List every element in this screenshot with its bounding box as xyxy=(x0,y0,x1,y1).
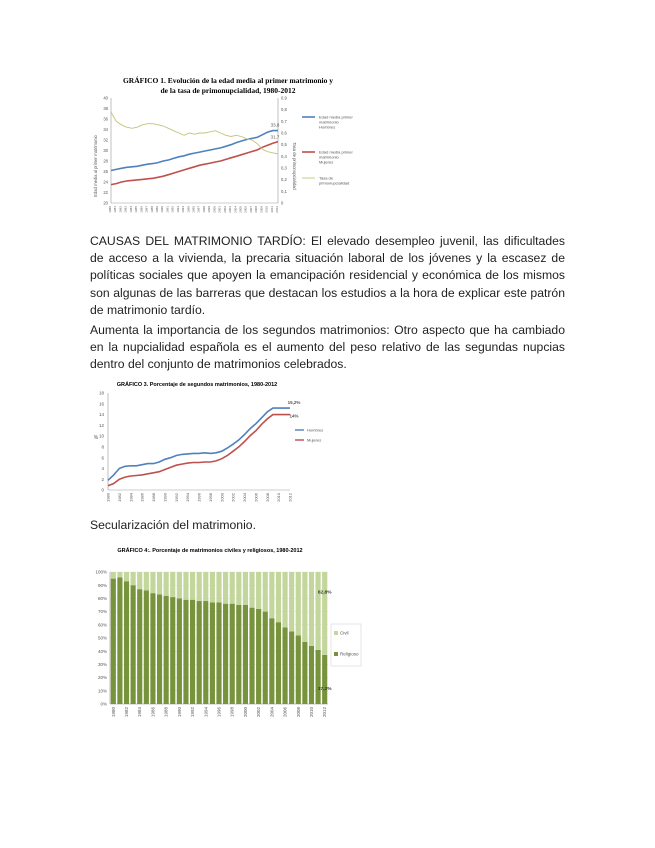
chart4-xtick: 1998 xyxy=(229,707,235,718)
chart1-xtick: 2008 xyxy=(254,206,259,213)
chart4-bar-religioso xyxy=(243,605,248,704)
chart1-xtick: 2002 xyxy=(222,206,227,213)
chart3-xtick: 1990 xyxy=(162,493,168,502)
chart1-legend-label: Tasa de xyxy=(319,175,334,181)
chart4-bar-religioso xyxy=(216,602,221,704)
chart4-bar-civil xyxy=(296,572,301,635)
chart4-bar-civil xyxy=(309,572,314,646)
chart4-legend-swatch-religioso xyxy=(334,652,338,656)
chart4-xtick: 1982 xyxy=(124,707,130,718)
chart1-xtick: 2003 xyxy=(228,206,233,213)
chart4-bar-religioso xyxy=(309,646,314,704)
chart4-bar-religioso xyxy=(223,604,228,704)
chart4-xtick: 2012 xyxy=(322,707,328,718)
chart1-xtick: 2005 xyxy=(238,206,243,213)
chart1-y2tick: 0,8 xyxy=(281,107,287,113)
chart1-xtick: 1998 xyxy=(201,206,206,213)
chart3-xtick: 1992 xyxy=(173,493,179,502)
chart1-xtick: 1993 xyxy=(175,206,180,213)
chart4-bar-civil xyxy=(243,572,248,605)
chart4-ytick: 20% xyxy=(97,675,107,681)
chart4-bar-civil xyxy=(111,572,116,579)
chart4-bar-religioso xyxy=(117,577,122,704)
chart4-ytick: 50% xyxy=(97,635,107,641)
chart3-svg xyxy=(90,377,340,507)
chart1-y2label: Tasa de primonupcialidad xyxy=(292,142,297,190)
chart3-ylabel: % xyxy=(93,435,99,441)
chart-civiles-religiosos xyxy=(90,543,365,728)
chart1-ylabel: Edad media al primer matrimonio xyxy=(93,135,98,197)
chart4-legend xyxy=(331,624,361,666)
chart3-ytick: 8 xyxy=(101,444,104,450)
chart1-legend-label: Edad media primer xyxy=(319,114,353,120)
chart4-bar-religioso xyxy=(276,622,281,704)
chart1-xtick: 1987 xyxy=(144,206,149,213)
chart1-legend-label: primonupcialidad xyxy=(319,180,350,186)
chart1-xtick: 1994 xyxy=(181,206,186,213)
chart4-legend-swatch-civil xyxy=(334,631,338,635)
chart3-xtick: 1988 xyxy=(151,493,156,502)
chart3-xtick: 1998 xyxy=(207,493,213,502)
chart1-ytick: 28 xyxy=(103,158,108,164)
chart3-xtick: 2002 xyxy=(230,493,236,502)
chart1-ytick: 24 xyxy=(103,179,108,185)
chart4-bar-religioso xyxy=(230,604,235,704)
chart3-label-mujeres: 14% xyxy=(289,413,299,419)
chart4-bar-religioso xyxy=(289,631,294,704)
chart4-legend-label-civil: Civil xyxy=(340,630,349,636)
chart1-xtick: 2011 xyxy=(269,206,274,213)
chart1-xtick: 1997 xyxy=(196,206,201,213)
chart4-bar-religioso xyxy=(322,655,327,704)
chart1-xtick: 1983 xyxy=(123,206,128,213)
chart1-y2tick: 0,7 xyxy=(281,118,287,124)
chart4-bar-religioso xyxy=(316,650,321,704)
chart1-y2tick: 0,6 xyxy=(281,130,287,136)
chart4-xtick: 2002 xyxy=(256,707,262,718)
chart1-xtick: 2006 xyxy=(243,206,248,213)
chart4-ytick: 100% xyxy=(95,569,107,575)
chart4-bar-civil xyxy=(203,572,208,601)
chart4-bar-civil xyxy=(183,572,188,600)
chart1-series-line xyxy=(111,142,278,185)
chart4-bar-civil xyxy=(289,572,294,631)
chart3-xtick: 2012 xyxy=(287,493,293,502)
chart4-ytick: 10% xyxy=(97,688,107,694)
chart4-xtick: 2004 xyxy=(269,707,275,718)
chart4-bar-civil xyxy=(177,572,182,598)
chart4-bar-civil xyxy=(322,572,327,655)
chart1-xtick: 1981 xyxy=(113,206,118,213)
chart1-y2tick: 0,3 xyxy=(281,165,287,171)
chart1-label-mujeres: 31,7 xyxy=(270,134,280,140)
chart4-bar-civil xyxy=(236,572,241,605)
chart4-bar-civil xyxy=(216,572,221,602)
chart1-title-line1: GRÁFICO 1. Evolución de la edad media al primer matrimonio y xyxy=(122,76,334,85)
chart3-xtick: 2000 xyxy=(219,493,225,502)
paragraph-segundos: Aumenta la importancia de los segundos matrimonios: Otro aspecto que ha cambiado en la nupcialidad española es el aumento del peso relativo de las segundas nupcias dentro del conjunto de matrimonios celebrados. xyxy=(90,323,565,372)
chart4-bar-civil xyxy=(316,572,321,650)
chart3-xtick: 2006 xyxy=(253,493,259,502)
chart3-xtick: 2008 xyxy=(264,493,270,502)
chart3-xtick: 2004 xyxy=(242,493,247,502)
chart1-xtick: 1982 xyxy=(118,206,123,213)
chart4-ytick: 40% xyxy=(97,648,107,654)
chart1-xtick: 1986 xyxy=(139,206,144,213)
chart4-bar-religioso xyxy=(197,601,202,704)
chart3-ytick: 12 xyxy=(98,422,104,428)
paragraph-causas: CAUSAS DEL MATRIMONIO TARDÍO: El elevado desempleo juvenil, las dificultades de acceso a la vivienda, la precaria situación laboral de los jóvenes y la escasez de políticas sociales que apoyen la emancipación residencial y económica de los mismos son algunas de las barreras que destacan los estudios a la hora de explicar este patrón de matrimonio tardío. xyxy=(90,234,565,317)
chart4-bar-civil xyxy=(302,572,307,642)
chart4-xtick: 1994 xyxy=(203,707,209,718)
chart1-y2tick: 0,2 xyxy=(281,177,287,183)
chart3-series-line xyxy=(108,415,290,486)
chart4-ytick: 80% xyxy=(97,596,107,601)
chart4-label-civil: 62,8% xyxy=(317,590,332,596)
chart3-series-line xyxy=(108,408,290,480)
chart1-legend-label: matrimonio xyxy=(319,119,339,125)
chart4-bar-religioso xyxy=(111,579,116,704)
chart1-xtick: 2009 xyxy=(259,206,264,213)
chart3-ytick: 16 xyxy=(98,401,104,407)
chart1-xtick: 2012 xyxy=(275,206,279,213)
chart4-bar-civil xyxy=(269,572,274,618)
chart4-bar-civil xyxy=(150,572,155,593)
chart4-ytick: 90% xyxy=(97,582,107,588)
chart1-ytick: 22 xyxy=(103,190,108,195)
chart1-xtick: 1984 xyxy=(128,206,133,213)
chart4-bar-religioso xyxy=(164,596,169,704)
chart4-bar-religioso xyxy=(269,618,274,704)
chart4-bar-religioso xyxy=(157,594,162,704)
chart4-bar-religioso xyxy=(170,597,175,704)
chart4-bar-religioso xyxy=(302,642,307,704)
chart4-ytick: 0% xyxy=(100,701,107,707)
chart4-bar-civil xyxy=(276,572,281,622)
chart4-bar-civil xyxy=(263,572,268,612)
chart4-bar-civil xyxy=(137,572,142,589)
chart3-legend xyxy=(295,428,323,443)
chart1-legend xyxy=(302,115,353,186)
chart1-xtick: 1995 xyxy=(186,206,191,213)
chart4-xtick: 2010 xyxy=(308,707,314,718)
chart4-bar-civil xyxy=(197,572,202,601)
chart4-bar-civil xyxy=(190,572,195,600)
chart1-series-line xyxy=(111,112,278,154)
chart4-bar-civil xyxy=(131,572,136,585)
chart4-bar-civil xyxy=(117,572,122,577)
chart3-ytick: 4 xyxy=(101,466,104,472)
chart4-legend-label-religioso: Religioso xyxy=(340,651,359,657)
chart3-xtick: 1994 xyxy=(185,493,191,502)
chart1-ytick: 30 xyxy=(103,148,108,153)
chart4-bar-religioso xyxy=(177,598,182,704)
chart4-xtick: 1992 xyxy=(190,707,196,718)
chart1-xtick: 1990 xyxy=(160,206,165,213)
chart3-title: GRÁFICO 3. Porcentaje de segundos matrimonios, 1980-2012 xyxy=(116,382,278,388)
chart4-bar-religioso xyxy=(256,609,261,704)
chart3-xtick: 1982 xyxy=(116,493,122,502)
chart1-svg xyxy=(90,70,365,220)
chart4-ytick: 60% xyxy=(97,622,107,628)
chart1-ytick: 36 xyxy=(103,116,108,122)
chart4-bar-religioso xyxy=(282,627,287,704)
chart4-label-religioso: 37,2% xyxy=(317,687,332,693)
chart1-xtick: 1985 xyxy=(134,206,139,213)
chart3-label-hombres: 15,2% xyxy=(287,400,301,406)
chart1-legend-label: Mujeres xyxy=(319,159,334,165)
chart3-legend-label: Hombres xyxy=(307,427,324,433)
chart3-xtick: 2010 xyxy=(276,493,282,502)
chart1-label-hombres: 33,8 xyxy=(270,122,280,128)
chart4-xtick: 2008 xyxy=(295,707,301,718)
chart1-ytick: 38 xyxy=(103,106,108,111)
chart4-bar-religioso xyxy=(183,600,188,704)
chart4-xtick: 1986 xyxy=(150,707,156,718)
chart3-ytick: 14 xyxy=(98,412,104,418)
chart4-bar-civil xyxy=(210,572,215,602)
chart1-y2tick: 0,1 xyxy=(281,188,287,194)
chart4-xtick: 2006 xyxy=(282,707,288,718)
chart4-xtick: 1980 xyxy=(110,707,116,718)
chart4-bar-religioso xyxy=(144,590,149,704)
chart4-xtick: 1996 xyxy=(216,707,222,718)
chart4-bar-religioso xyxy=(203,601,208,704)
chart3-xtick: 1986 xyxy=(139,493,145,502)
chart4-bar-religioso xyxy=(296,635,301,704)
chart3-legend-label: Mujeres xyxy=(307,437,322,443)
chart-segundos-matrimonios xyxy=(90,377,340,507)
chart1-y2tick: 0,4 xyxy=(281,153,287,159)
chart1-y2tick: 0 xyxy=(281,200,284,206)
chart1-y2tick: 0,5 xyxy=(281,142,287,148)
chart1-xtick: 2010 xyxy=(264,206,269,213)
chart4-bar-civil xyxy=(249,572,254,608)
chart1-xtick: 1991 xyxy=(165,206,170,213)
chart1-xtick: 2001 xyxy=(217,206,222,213)
chart1-legend-label: Hombres xyxy=(319,124,336,130)
chart3-xtick: 1984 xyxy=(128,493,134,502)
paragraph-secularizacion: Secularización del matrimonio. xyxy=(90,518,256,532)
chart4-bar-religioso xyxy=(190,600,195,704)
chart1-xtick: 1980 xyxy=(108,206,112,213)
chart4-svg xyxy=(90,543,365,728)
chart4-title: GRÁFICO 4:. Porcentaje de matrimonios civiles y religiosos, 1980-2012 xyxy=(117,548,303,554)
chart1-xtick: 2004 xyxy=(233,206,238,213)
chart1-xtick: 1988 xyxy=(149,206,154,213)
chart3-ytick: 2 xyxy=(101,476,104,482)
chart4-bar-religioso xyxy=(137,589,142,704)
chart4-bar-religioso xyxy=(263,612,268,704)
chart4-bar-religioso xyxy=(236,605,241,704)
chart1-ytick: 26 xyxy=(103,169,108,174)
chart4-bar-religioso xyxy=(150,593,155,704)
chart4-bar-religioso xyxy=(249,608,254,704)
chart1-legend-label: Edad media primer xyxy=(319,149,353,155)
chart1-xtick: 2000 xyxy=(212,206,217,213)
chart1-ytick: 40 xyxy=(103,95,108,101)
chart4-xtick: 1988 xyxy=(163,707,169,718)
chart4-ytick: 70% xyxy=(97,609,107,615)
chart4-bar-religioso xyxy=(124,581,129,704)
chart1-ytick: 32 xyxy=(103,137,108,143)
chart4-bar-civil xyxy=(170,572,175,597)
chart4-bar-civil xyxy=(230,572,235,604)
chart1-y2tick: 0,9 xyxy=(281,95,287,101)
chart4-bar-civil xyxy=(223,572,228,604)
chart3-ytick: 18 xyxy=(98,390,104,396)
chart1-title-line2: de la tasa de primonupcialidad, 1980-2012 xyxy=(160,86,296,95)
chart1-xtick: 2007 xyxy=(248,206,253,213)
chart3-ytick: 10 xyxy=(98,433,104,439)
chart4-bar-religioso xyxy=(210,602,215,704)
chart4-ytick: 30% xyxy=(97,662,107,667)
chart4-xtick: 2000 xyxy=(242,707,248,718)
chart1-xtick: 1989 xyxy=(154,206,159,213)
chart1-xtick: 1999 xyxy=(207,206,212,213)
chart4-xtick: 1990 xyxy=(176,707,182,718)
chart4-bar-civil xyxy=(282,572,287,627)
chart4-xtick: 1984 xyxy=(137,707,143,718)
chart3-ytick: 6 xyxy=(101,455,104,461)
chart1-ytick: 34 xyxy=(103,127,108,132)
chart1-xtick: 1992 xyxy=(170,206,175,213)
chart-edad-media xyxy=(90,70,365,220)
chart4-bar-religioso xyxy=(131,585,136,704)
chart4-bar-civil xyxy=(256,572,261,609)
chart3-xtick: 1996 xyxy=(196,493,202,502)
chart1-legend-label: matrimonio xyxy=(319,154,339,160)
chart3-ytick: 0 xyxy=(101,487,104,493)
chart4-bar-civil xyxy=(164,572,169,596)
chart3-xtick: 1980 xyxy=(105,493,111,502)
chart4-bar-civil xyxy=(157,572,162,594)
chart1-ytick: 20 xyxy=(103,200,108,206)
chart4-bar-civil xyxy=(144,572,149,590)
chart1-xtick: 1996 xyxy=(191,206,196,213)
chart4-bar-civil xyxy=(124,572,129,581)
